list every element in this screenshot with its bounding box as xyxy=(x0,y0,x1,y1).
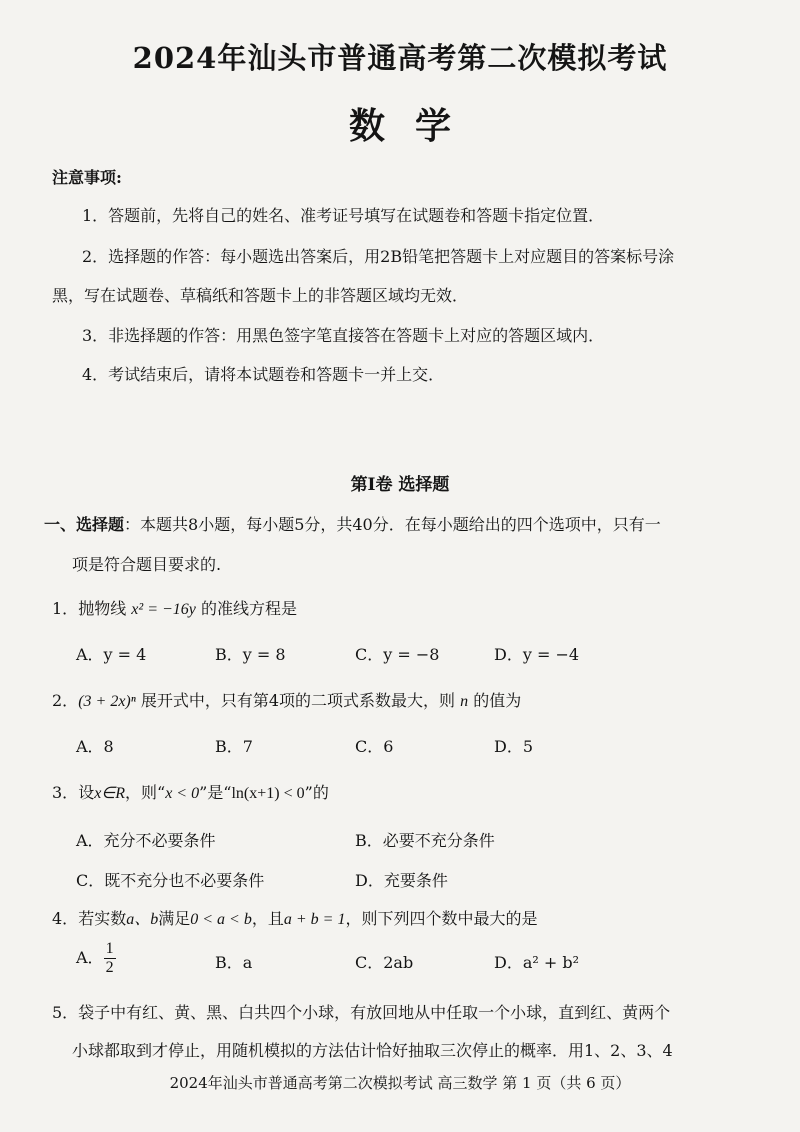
q2-option-c: C．6 xyxy=(355,737,394,756)
notice-item-2: 2．选择题的作答：每小题选出答案后，用2B铅笔把答题卡上对应题目的答案标号涂 xyxy=(82,247,675,266)
q3-option-c: C．既不充分也不必要条件 xyxy=(76,871,265,890)
question-5: 5．袋子中有红、黄、黑、白共四个小球，有放回地从中任取一个小球，直到红、黄两个 xyxy=(52,1003,671,1022)
q1-number: 1． xyxy=(52,599,79,618)
q4-option-d: D．a² + b² xyxy=(494,953,580,972)
q4-pre: 若实数 xyxy=(78,909,127,928)
q1-option-a: A．y = 4 xyxy=(76,645,147,664)
q2-option-a: A．8 xyxy=(76,737,114,756)
q4-cond1: 0 < a < b xyxy=(190,911,252,928)
q3-q: ln(x+1) < 0 xyxy=(231,785,305,802)
q3-p: x < 0 xyxy=(165,785,200,802)
q3-option-b: B．必要不充分条件 xyxy=(355,831,495,850)
q2-post: 展开式中，只有第4项的二项式系数最大，则 xyxy=(140,691,456,710)
q4-post: ，则下列四个数中最大的是 xyxy=(345,909,538,928)
fraction-numerator: 1 xyxy=(105,940,114,957)
q2-expression: (3 + 2x)ⁿ xyxy=(78,693,136,710)
notice-item-2-cont: 黑，写在试题卷、草稿纸和答题卡上的非答题区域均无效． xyxy=(52,286,469,305)
q3-cond: x∈R xyxy=(94,785,126,802)
q3-option-d: D．充要条件 xyxy=(355,871,448,890)
q4-option-a-fraction xyxy=(104,940,116,977)
q1-option-d: D．y = −4 xyxy=(494,645,580,664)
q4-cond2: a + b = 1 xyxy=(283,911,346,928)
page-footer: 2024年汕头市普通高考第二次模拟考试 高三数学 第 1 页（共 6 页） xyxy=(169,1074,631,1092)
q4-mid1: 满足 xyxy=(158,909,191,928)
q1-post: 的准线方程是 xyxy=(200,599,297,618)
question-5-cont: 小球都取到才停止，用随机模拟的方法估计恰好抽取三次停止的概率．用1、2、3、4 xyxy=(72,1041,673,1060)
q4-option-a-label: A． xyxy=(76,948,104,967)
part-line1: ：本题共8小题，每小题5分，共40分．在每小题给出的四个选项中，只有一 xyxy=(124,515,661,534)
q2-option-d: D．5 xyxy=(494,737,534,756)
question-2 xyxy=(52,688,521,711)
q2-tail: 的值为 xyxy=(473,691,522,710)
q1-option-b: B．y = 8 xyxy=(215,645,286,664)
notice-item-4: 4．考试结束后，请将本试题卷和答题卡一并上交． xyxy=(82,365,445,384)
notice-item-3: 3．非选择题的作答：用黑色签字笔直接答在答题卡上对应的答题区域内． xyxy=(82,326,605,345)
notice-item-1: 1．答题前，先将自己的姓名、准考证号填写在试题卷和答题卡指定位置． xyxy=(82,206,605,225)
subject-title: 数学 xyxy=(348,105,481,147)
q3-post: ”的 xyxy=(304,783,329,802)
q2-option-b: B．7 xyxy=(215,737,253,756)
q2-var: n xyxy=(460,693,469,710)
part-label: 一、选择题 xyxy=(44,515,125,534)
question-4 xyxy=(52,906,537,929)
fraction-denominator: 2 xyxy=(105,959,114,976)
q4-number: 4． xyxy=(52,909,79,928)
q4-option-c: C．2ab xyxy=(355,953,414,972)
q1-equation: x² = −16y xyxy=(131,601,196,618)
q4-mid2: ，且 xyxy=(251,909,284,928)
q3-mid2: ”是“ xyxy=(199,783,232,802)
q3-mid1: ，则“ xyxy=(125,783,166,802)
q1-pre: 抛物线 xyxy=(78,599,127,618)
notice-heading: 注意事项: xyxy=(52,168,122,187)
q4-option-b: B．a xyxy=(215,953,253,972)
question-1 xyxy=(52,596,297,619)
exam-title: 2024年汕头市普通高考第二次模拟考试 xyxy=(132,41,668,75)
q3-option-a: A．充分不必要条件 xyxy=(76,831,216,850)
q3-number: 3． xyxy=(52,783,79,802)
q2-number: 2． xyxy=(52,691,79,710)
part-instructions-cont: 项是符合题目要求的. xyxy=(72,555,222,574)
q1-option-c: C．y = −8 xyxy=(355,645,440,664)
q4-option-a xyxy=(76,940,116,977)
section-title: 第Ⅰ卷 选择题 xyxy=(350,475,450,495)
question-3 xyxy=(52,780,329,803)
q3-pre: 设 xyxy=(78,783,95,802)
part-instructions xyxy=(44,512,661,535)
q4-vars: a、b xyxy=(126,911,159,928)
